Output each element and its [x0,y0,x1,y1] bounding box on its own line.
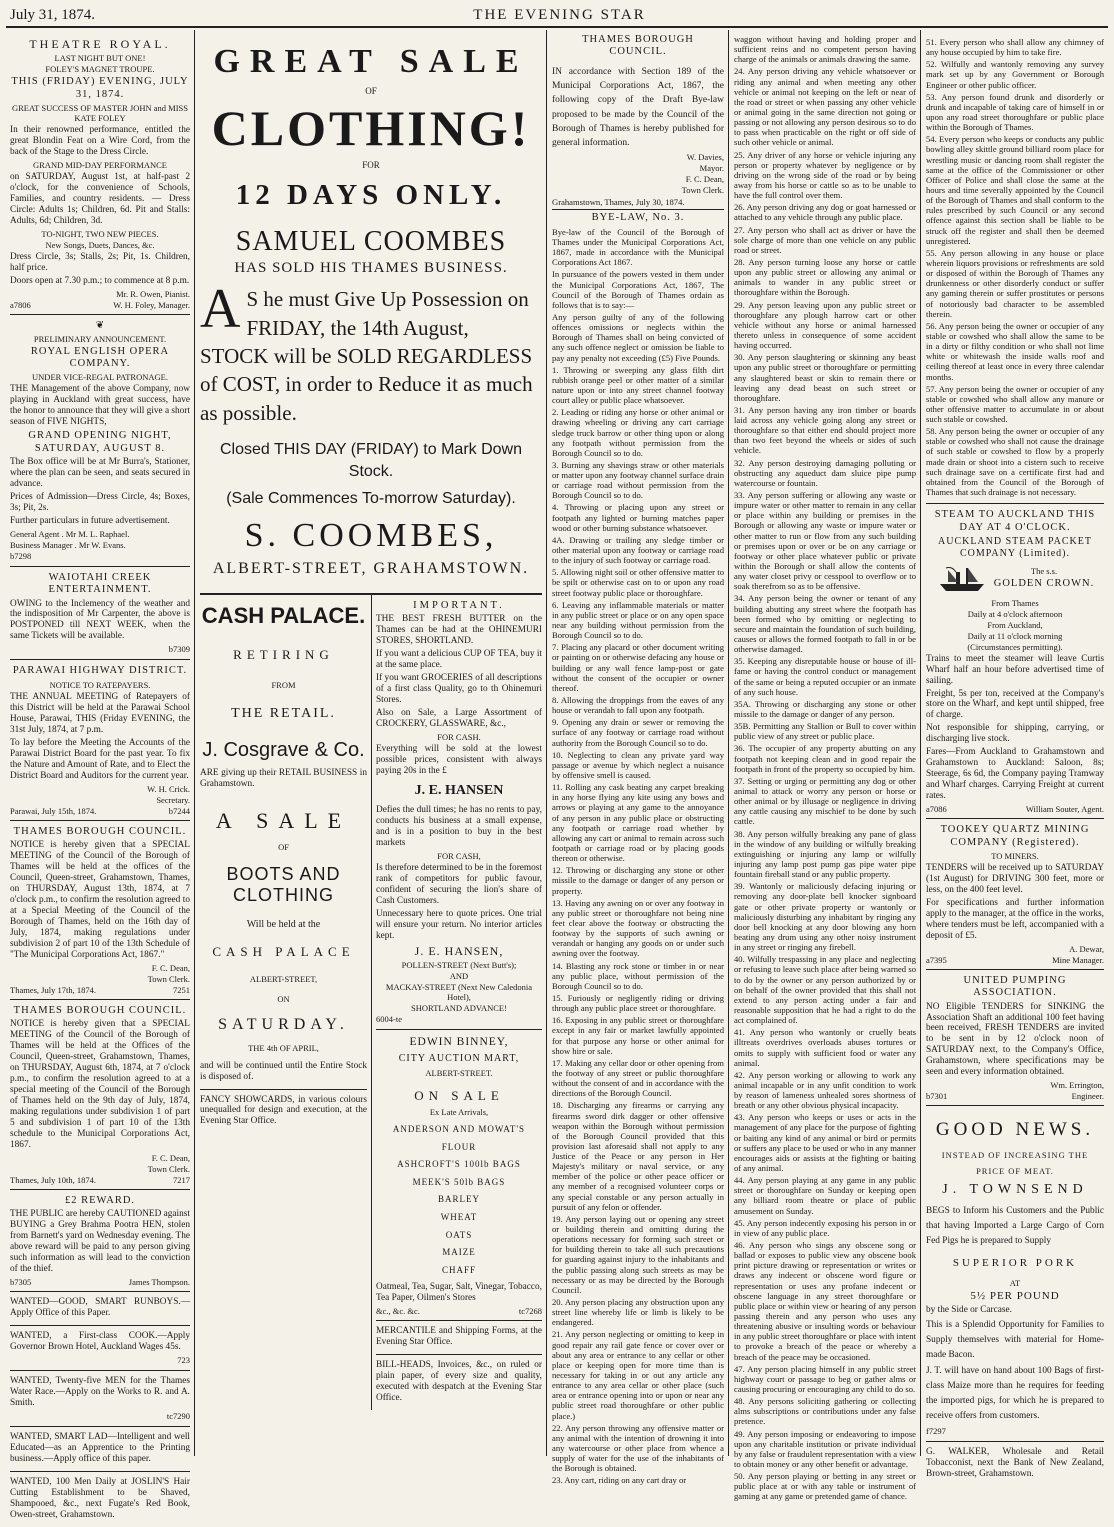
ad-text: J. T. will have on hand about 100 Bags of first-class Maize more than he requires for feeding the imported pigs, for which he is prepared to receive offers from customers. [926,1366,1104,1422]
ad-text: NOTICE is hereby given that a SPECIAL MEETING of the Council of the Borough of Thames will be held at the offices of the Council, Queen-street, Grahamstown, Thames, on THURSDAY, August 13th, 1874, at 7 o'clock p.m., to confirm the resolution agreed to at a Special Meeting of the Council of the Borough of Thames, held on the 16th day of July, 1874, making regulations under subdivision 2 of part 10 of the 13th Schedule of "The Municipal Corporations Act, 1867." [10,839,190,960]
right-subcolumn [372,595,542,1410]
ad-ref: a7086 [926,804,947,815]
bylaw-clause: 47. Any person placing himself in any public street highway court or passage to beg or gather alms or causing procuring or encouraging any child to do so. [734,1363,916,1394]
bylaw-clause: 57. Any person being the owner or occupier of any stable or cowshed who shall allow any manure or other offensive matter to accumulate in or about such stable or cowshed. [926,383,1104,425]
signature: W. H. Crick. [147,783,190,794]
ad-title: STEAM TO AUCKLAND THIS DAY AT 4 O'CLOCK. [934,509,1096,533]
bylaw-clause: 38. Any person wilfully breaking any pane of glass in the window of any building or wilfully breaking extinguishing or injuring any lamp or wilfully injuring any lamp post pump gas pipe water pipe fountain fireball stand or any public property. [734,828,916,880]
sale-body [200,278,542,427]
theatre-royal-ad [10,32,190,315]
steam-ad [926,504,1104,819]
cash-asale: A SALE [215,808,352,834]
ad-line: From Auckland, [987,619,1043,630]
cash-title: CASH PALACE. [201,602,366,628]
ad-text: In their renowned performance, entitled the great Blondin Feat on a Wire Cord, from the back of the Stage to the Dress Circle. [10,124,190,157]
ad-text: MERCANTILE and Shipping Forms, at the Evening Star Office. [376,1326,542,1348]
bylaw-text: Any person guilty of any of the following offences omissions or neglects within the Borough of Thames shall on being convicted of any such offence neglect or omission be liable to pay any penalty not exceeding (£5) Five Pounds. [552,311,724,363]
ad-text: If you want GROCERIES of all descriptions of a first class Quality, go to th Ohinemuri Stores. [376,672,542,705]
bylaw-clause: 18. Discharging any firearms or carrying any firearms sword dirk dagger or other offensive weapon within the Borough without permission of the Borough Council provided that this provision last aforesaid shall not apply to any Justice of the Peace or any person in Her Majesty's military or naval service, or any member of the police or other peace officer or any member of a recognised volunteer corps or any special constable or any person actually in pursuit of any felon or offender. [552,1100,724,1212]
bylaw-clause: 19. Any person laying out or opening any street or building therein and omitting during the operations necessary for forming such street or for building therein to take all such precautions for guarding against injury to the inhabitants and the public passing along such streets as may be necessary or as may be directed by the Borough Council. [552,1213,724,1295]
signature: W. H. Foley, Manager. [113,299,190,310]
signature: General Agent . Mr M. L. Raphael. [10,528,130,539]
opera-ad [10,315,190,567]
ad-title: PARAWAI HIGHWAY DISTRICT. [12,665,188,677]
ad-text: by the Side or Carcase. [926,1304,1012,1315]
goods-item: WHEAT [440,1211,478,1222]
signature: Town Clerk. [147,973,190,984]
ad-line: GREAT SUCCESS OF MASTER JOHN and MISS KATE FOLEY [11,102,189,123]
cash-retail: THE RETAIL. [231,706,336,722]
ad-ref: tc7268 [518,1306,542,1317]
bylaw-clause: 58. Any person being the owner or occupier of any stable or cowshed who shall not cause the drainage of such stable or cowshed to flow by a properly made drain or shoot into a cistern such to receive such drainage save on a certificate first had and obtained from the Council of the Borough of Thames that such drainage is not necessary. [926,426,1104,498]
cash-retiring: RETIRING [233,646,334,662]
billheads-ad [376,1355,542,1410]
bylaw-clause: 2. Leading or riding any horse or other animal or drawing wheeling or driving any cart carriage sledge truck barrow or other thing upon or along any footpath without permission from the Borough Council so to do. [552,407,724,458]
ad-text: This is a Splendid Opportunity for Families to Supply themselves with material for Home-made Bacon. [926,1319,1104,1360]
signature: James Thompson. [128,1276,190,1287]
bylaw-clause: 42. Any person working or allowing to work any animal incapable or in any unfit condition to work by reason of lameness unhealed sores shortness of breath or any other obvious physical incapacity. [734,1069,916,1111]
signature: Mine Manager. [1052,954,1104,965]
sale-text: S he must Give Up Possession on FRIDAY, the 14th August, STOCK will be SOLD REGARDLESS of COST, in order to Reduce it as much as possible. [200,287,533,425]
column-1 [6,32,194,1520]
thames-notice-2 [10,1000,190,1190]
bylaw-clause: 52. Wilfully and wantonly removing any survey mark set up by any Government or Borough Engineer or other public officer. [926,59,1104,90]
ad-text: Defies the dull times; he has no rents to pay, conducts his business at a small expense, and is in a position to buy in the best markets [376,805,542,849]
ad-title: WAIOTAHI CREEK ENTERTAINMENT. [48,571,152,596]
signature: Mayor. [699,163,724,174]
ad-text: Everything will be sold at the lowest possible prices, consistent with always paying 20s in the £ [376,743,542,776]
bylaw-title: THAMES BOROUGH COUNCIL. [582,34,694,58]
ad-text: For specifications and further information apply to the manager, at the office in the works, where tenders must be left, accompanied with a deposit of £5. [926,897,1104,941]
sale-address: ALBERT-STREET, GRAHAMSTOWN. [212,559,530,577]
ad-line: TO-NIGHT, TWO NEW PIECES. [41,228,159,239]
waiotahi-ad [10,567,190,661]
ad-text: WANTED—GOOD, SMART RUNBOYS.—Apply Office of this Paper. [10,1296,190,1318]
ad-date: Thames, July 17th, 1874. [10,984,96,995]
ad-ref: a7395 [926,954,947,965]
bylaw-clause: 4A. Drawing or trailing any sledge timber or other material upon any footway or carriage road to the injury of such footway or carriage road. [552,534,724,566]
ad-line: Daily at 11 o'clock morning [967,630,1063,641]
important-ad [376,595,542,1030]
ship-row [926,564,1104,594]
ad-line: SHORTLAND ADVANCE! [411,1003,507,1014]
ad-text: on SATURDAY, August 1st, at half-past 2 o'clock, for the convenience of Schools, Families, and country residents. — Dress Circle: Adults 1s; Children, 6d. Pit and Stalls: Adults, 6d; Children, 3d. [10,171,190,226]
goods-item: ANDERSON AND MOWAT'S [392,1123,526,1134]
ad-text: Unnecessary here to quote prices. One trial will ensure your return. No interior articles kept. [376,909,542,941]
bylaw-clause: waggon without having and holding proper and sufficient reins and no competent person having charge of the animals or animals drawing the same. [734,34,916,65]
bylaw-clause: 56. Any person being the owner or occupier of any stable or cowshed who shall allow the same to be in a dirty or filthy condition or who shall not lime white or whitewash the inside walls roof and ceiling thereof at least once in every three calendar months. [926,320,1104,382]
cash-palace: CASH PALACE [212,944,355,960]
ad-ref: 723 [177,1354,190,1365]
ad-text: Fares—From Auckland to Grahamstown and Grahamstown to Auckland: Saloon, 8s; Steerage, 6s 6d, the Company paying Tramway and Wharf charges. Carrying Freight at current rates. [926,747,1104,802]
bylaw-clause: 50. Any person playing or betting in any street or public place at or with any table or instrument of gaming at any game or pretended game of chance. [734,1471,916,1502]
masthead-date: July 31, 1874. [10,7,96,23]
cash-boots: BOOTS AND CLOTHING [226,864,341,906]
ad-date: Parawai, July 15th, 1874. [10,805,97,816]
bylaw-clause: 16. Exposing in any public street or thoroughfare except in any fair or market lawfully appointed for that purpose any horse or other animal for show hire or sale. [552,1015,724,1056]
tookey-ad [926,819,1104,970]
column-2 [196,32,546,1456]
ad-ref: b7244 [168,805,190,816]
goods-item: MEEK'S 50lb BAGS [412,1176,506,1187]
goods-item: ASHCROFT'S 100lb BAGS [397,1159,521,1170]
bylaw-clause: 13. Having any awning on or over any footway in any public street or thoroughfare not being nine feet clear above the footway or obstructing the footway by the supports of such awning or verandah or hanging any goods on or under such awning over the footway. [552,897,724,959]
ad-line: POLLEN-STREET (Next Butt's); [401,960,517,971]
ad-text: WANTED, Twenty-five MEN for the Thames Water Race.—Apply on the Works to R. and A. Smith. [10,1375,190,1408]
goods-item: MAIZE [442,1247,476,1258]
reward-ad [10,1190,190,1292]
ad-text: THE PUBLIC are hereby CAUTIONED against BUYING a Grey Brahma Pootra HEN, stolen from Barnett's yard on Wednesday evening. The above reward will be paid to any person giving such information as will lead to the conviction of the thief. [10,1209,190,1274]
bylaw-clause: 45. Any person indecently exposing his person in or in view of any public place. [734,1217,916,1238]
bylaw-clause: 5. Allowing night soil or other offensive matter to be spilt or otherwise cast on to or upon any road street footway public place or thoroughfare. [552,567,724,598]
auction-onsale: ON SALE [414,1087,504,1103]
sale-for: FOR [362,159,380,170]
ad-text: NO Eligible TENDERS for SINKING the Association Shaft an additional 100 feet having been received, FRESH TENDERS are invited to be sent in by 12 o'clock noon of SATURDAY next, to the Company's Office, Grahamstown, where specifications may be seen and every information obtained. [926,1001,1104,1078]
bylaw-clause: 7. Placing any placard or other document writing or painting on or otherwise defacing any house or building or any wall fence lamp-post or gate without the consent of the occupier or owner thereof. [552,642,724,693]
wanted-ad [10,1292,190,1326]
masthead-title: THE EVENING STAR [473,7,646,23]
pork-price: 5½ PER POUND [970,1289,1060,1302]
ad-ref: f7297 [926,1425,946,1436]
bylaw-clause: 53. Any person found drunk and disorderly or drunk and incapable of taking care of himself in or upon any road street thoroughfare or public place within the Borough of Thames. [926,91,1104,133]
bylaw-clause: 35A. Throwing or discharging any stone or other missile to the damage or danger of any person. [734,698,916,719]
cash-april: THE 4th OF APRIL, [248,1042,319,1053]
signature: Town Clerk. [147,1163,190,1174]
ad-text: Freight, 5s per ton, received at the Company's store on the Wharf, and kept until shipped, free of charge. [926,688,1104,721]
bylaw-clause: 27. Any person who shall act as driver or have the sole charge of more than one vehicle on any public road or street. [734,224,916,255]
drop-cap: A [200,278,241,341]
binney-ad [376,1030,542,1321]
bylaw-clause: 24. Any person driving any vehicle whatsoever or riding any animal and when meeting any other vehicle or animal not keeping on the left or near of the road or street or when passing any other vehicle or animal going in the same direction not going or passing or not allowing any person desirous so to do to pass when practicable on the right or off side of such other vehicle or animal. [734,66,916,148]
ad-line: Daily at 4 o'clock afternoon [967,608,1063,619]
bylaw-clause: 40. Wilfully trespassing in any place and neglecting or refusing to leave such place after being warned so to do by the owner or any person authorized by or on behalf of the owner provided that this shall not extend to any person acting under a fair and reasonable supposition that he had a right to do the act complained of. [734,954,916,1026]
wanted-ad [10,1326,190,1371]
bylaw-clause: 30. Any person slaughtering or skinning any beast upon any public street or thoroughfare or permitting any slaughtered beast or skin to remain there or leaving any dead beast on such street or thoroughfare. [734,352,916,403]
good-news-title: GOOD NEWS. [935,1119,1095,1141]
ad-line: PRICE OF MEAT. [976,1165,1054,1176]
bylaw-clause: 29. Any person leaving upon any public street or thoroughfare any plough harrow cart or other vehicle without any horse or animal harnessed thereto unless in consequence of some accident having occurred. [734,299,916,351]
signature: Mr. R. Owen, Pianist. [116,288,190,299]
signature: William Souter, Agent. [1025,804,1104,815]
signature: W. Davies, [686,152,724,163]
ad-ref: tc7290 [166,1410,190,1421]
bylaw-continued [926,32,1104,504]
bylaw-clause: 43. Any person who keeps or uses or acts in the management of any place for the purpose of fighting or baiting any kind of any animal or bird or permits or suffers any place to be used or who in any manner encourages aids or assists at the fighting or baiting of any animal. [734,1112,916,1174]
bylaw-text: Bye-law of the Council of the Borough of Thames under the Municipal Corporations Act, 1867, made in accordance with the Municipal Corporations Act 1867. [552,226,724,268]
ad-ref: b7298 [10,550,32,561]
ad-title: THAMES BOROUGH COUNCIL. [13,1004,187,1016]
ad-text: THE BEST FRESH BUTTER on the Thames can be had at the OHINEMURI STORES, SHORTLAND. [376,614,542,647]
bylaw-clause: 48. Any persons soliciting gathering or collecting alms subscriptions or contributions under any false pretence. [734,1396,916,1427]
mercantile-ad [376,1321,542,1355]
bylaw-clause: 3. Burning any shavings straw or other materials or matter upon any footway channel surface drain or carriage road without permission from the Borough Council so to do. [552,459,724,501]
bylaw-clause: 23. Any cart, riding on any cart dray or [552,1475,687,1486]
ornament-icon: ❦ [95,319,105,331]
cash-street: ALBERT-STREET, [249,973,318,984]
column-4 [730,32,920,1502]
cash-palace-ad [200,595,372,1410]
goods-item: Oatmeal, Tea, Sugar, Salt, Vinegar, Tobacco, Tea Paper, Oilmen's Stores [376,1282,542,1304]
bylaw-clause: 35B. Permitting any Stallion or Bull to cover within public view of any street or public place. [734,721,916,742]
ad-ref: a7806 [10,299,31,310]
bylaw-clause: 9. Opening any drain or sewer or removing the surface of any footway or carriage road without authority from the Borough Council so to do. [552,717,724,748]
ad-line: THIS (FRIDAY) EVENING, JULY 31, 1874. [11,76,189,100]
ad-text: G. WALKER, Wholesale and Retail Tobacconist, next the Bank of New Zealand, Brown-street, Grahamstown. [926,1447,1104,1479]
bylaw-clause: 33. Any person suffering or allowing any waste or impure water or other matter to remain in any cellar or place within any building or premises in the Borough or allowing any waste or impure water or other matter to run or flow from any such building or premises upon or over or be on any carriage or footway or other place whatever public or private within the Borough or shall allow the contents of any water closet privy or cesspool to overflow or to soak therefrom so as to be offensive. [734,490,916,592]
bylaw-clause: 46. Any person who sings any obscene song or ballad or exposes to public view any obscene book print picture drawing or representation or writes or draws any indecent or obscene word figure or representation or uses any profane indecent or obscene language in any street thoroughfare or public place or within view or hearing of any person passing therein and any person who uses any threatening abusive or insulting words or behaviour in any public street thoroughfare or place with intent to provoke a breach of the peace or whereby a breach of the peace may be occasioned. [734,1240,916,1362]
bylaw-clause: 6. Leaving any inflammable materials or matter in any public street or place or on any open space near any building without permission from the Borough Council so to do. [552,599,724,641]
ad-title: AUCKLAND STEAM PACKET COMPANY (Limited). [938,535,1092,559]
bylaw-clause: 25. Any driver of any horse or vehicle injuring any person or property whatever by negligence or by driving on the wrong side of the road or by being away from his horse or cattle so as to be unable to have the full control over them. [734,149,916,201]
sale-headline: GREAT SALE [213,43,529,80]
bylaw-clause: 39. Wantonly or maliciously defacing injuring or removing any door-plate bell knocker signboard gate or other private property or wantonly or maliciously disturbing any inhabitant by ringing any door bell knocking at any door blowing any horn beating any drum using any other noisy instrument in any street or ringing any firebell. [734,881,916,953]
column-5 [922,32,1108,1479]
signature: Wm. Errington, [1050,1080,1104,1091]
cash-of: OF [278,842,289,853]
goods-item: FLOUR [441,1141,477,1152]
steamship-icon [936,564,988,594]
parawai-ad [10,660,190,820]
auction-ex: Ex Late Arrivals, [429,1106,489,1117]
bylaw-clause: 10. Neglecting to clean any private yard way passage or avenue by which neglect a nuisance by offensive smell is caused. [552,749,724,780]
auction-mart: CITY AUCTION MART, [398,1052,520,1064]
ad-line: AND [449,971,469,982]
bylaw-clause: 51. Every person who shall allow any chimney of any house occupied by him to take fire. [926,37,1104,58]
ship-name: GOLDEN CROWN. [993,577,1095,589]
ad-title: THAMES BOROUGH COUNCIL. [13,825,187,837]
hansen-name: J. E. HANSEN [414,782,504,798]
ad-text: TENDERS will be received up to SATURDAY (1st August) for DRIVING 300 feet, more or less, on the 400 feet level. [926,862,1104,895]
bylaw-date: Grahamstown, Thames, July 30, 1874. [552,197,685,208]
ship-prefix: The s.s. [1030,565,1058,576]
bylaw-clause: 31. Any person having any iron timber or boards laid across any vehicle going along any street or thoroughfare so that either end should project more than two feet beyond the wheels or sides of such vehicle. [734,404,916,456]
bylaw-clause: 44. Any person playing at any game in any public street or thoroughfare on Sunday or keeping open any billiard room theatre or place of public amusement on Sunday. [734,1175,916,1216]
cash-from: FROM [271,680,296,691]
signature: Town Clerk. [681,185,724,196]
lower-section [200,594,542,1410]
goods-item: CHAFF [441,1264,476,1275]
goods-item: BARLEY [438,1194,480,1205]
ad-text: The Box office will be at Mr Burra's, Stationer, where the plan can be seen, and seats secured in advance. [10,456,190,489]
sale-clothing: CLOTHING! [211,99,531,156]
thames-notice-1 [10,821,190,1000]
masthead [6,4,1108,28]
ad-title: TOOKEY QUARTZ MINING COMPANY (Registered). [940,824,1090,848]
auction-name: EDWIN BINNEY, [409,1036,509,1049]
ad-title: THEATRE ROYAL. [29,37,171,51]
ad-text: To lay before the Meeting the Accounts of the Parawai District Board for the past year. To fix the Nature and Amount of Rate, and to Elect the District Board and Auditors for the current year. [10,737,190,781]
fancy-showcards-ad: FANCY SHOWCARDS, in various colours unequalled for design and execution, at the Evening Star Office. [200,1094,367,1127]
signature: Engineer. [1071,1091,1104,1102]
ad-title: IMPORTANT. [413,599,505,611]
goods-item: &c., &c. &c. [376,1306,420,1317]
bylaw-clause: 55. Any person allowing in any house or place wherein liquors provisions or refreshments are sold or disposed of within the Borough of Thames any drunkenness or other disorderly conduct or suffer any gaming therein or suffer prostitutes or persons of notoriously bad character to be assembled therein. [926,247,1104,319]
bylaw-clause: 12. Throwing or discharging any stone or other missile to the damage or danger of any person or property. [552,865,724,896]
wanted-ad [10,1472,190,1527]
sale-days: 12 DAYS ONLY. [235,179,507,212]
ad-line: (Circumstances permitting). [967,641,1063,652]
ad-text: ARE giving up their RETAIL BUSINESS in Grahamstown. [200,768,367,790]
ad-line: New Songs, Duets, Dances, &c. [45,239,155,250]
townsend-name: J. TOWNSEND [942,1181,1088,1197]
bylaw-clause: 22. Any person throwing any offensive matter or any animal with the intention of drowning it into any watercourse or other place from whence a supply of water for the use of the inhabitants of the Borough is obtained. [552,1422,724,1474]
signature: F. C. Dean, [685,174,724,185]
hansen-name: J. E. HANSEN, [414,943,504,958]
cash-firm: J. Cosgrave & Co. [202,738,365,761]
ad-line: GRAND OPENING NIGHT, SATURDAY, AUGUST 8. [28,430,172,454]
wanted-ad [10,1427,190,1472]
ad-text: Is therefore determined to be in the foremost rank of competitors for public favour, confident of securing the lion's share of Cash Customers. [376,863,542,907]
ad-ref: 6004-te [376,1014,402,1025]
bylaw-number: BYE-LAW, No. 3. [552,209,724,224]
ad-title: ROYAL ENGLISH OPERA COMPANY. [30,345,170,369]
bylaw-clause: 14. Blasting any rock stone or timber in or near any public place, without permission of the Borough Council so to do. [552,960,724,991]
bylaw-clause: 20. Any person placing any obstruction upon any street line whereby life or limb is likely to be endangered. [552,1297,724,1328]
ad-ref: b7309 [168,644,190,655]
auction-street: ALBERT-STREET. [425,1067,493,1078]
ad-text: OWING to the Inclemency of the weather and the indisposition of Mr Carpenter, the above is POSTPONED till NEXT WEEK, when the same Tickets will be available. [10,598,190,642]
walker-ad [926,1442,1104,1486]
ad-line: INSTEAD OF INCREASING THE [941,1149,1089,1160]
ad-text: Further particulars in future advertisement. [10,515,170,526]
clothing-sale-ad [200,42,542,594]
ad-line: From Thames [991,597,1039,608]
sale-sold: HAS SOLD HIS THAMES BUSINESS. [234,259,508,276]
bylaw-clause: 41. Any person who wantonly or cruelly beats illtreats overdrives overloads abuses tortures or omits to supply with sufficient food or water any animal. [734,1027,916,1068]
ad-text: WANTED, SMART LAD—Intelligent and well Educated—as an Apprentice to the Printing business.—Apply office of this paper. [10,1431,190,1464]
signature: F. C. Dean, [151,962,190,973]
ad-line: LAST NIGHT BUT ONE! [54,53,146,64]
ad-text: WANTED, a First-class COOK.—Apply Governor Brown Hotel, Auckland Wages 45s. [10,1330,190,1352]
bylaw-clause: 17. Making any cellar door or other opening from the footway of any street or public thoroughfare without the consent of and in accordance with the directions of the Borough Council. [552,1057,724,1099]
ad-ref: 7251 [173,984,190,995]
pumping-ad [926,970,1104,1107]
ad-text: WANTED, 100 Men Daily at JOSLIN'S Hair Cutting Establishment to be Shaved, Shampooed, &c., next Fugate's Red Book, Owen-street, Grahamstown. [10,1476,190,1520]
cash-saturday: SATURDAY. [218,1015,349,1033]
ad-line: UNDER VICE-REGAL PATRONAGE. [32,372,168,383]
ad-text: and will be continued until the Entire Stock is disposed of. [200,1060,367,1082]
ad-text: THE ANNUAL MEETING of Ratepayers of this District will be held at the Parawai School House, Parawai, THIS (Friday EVENING, the 31st July, 1874, at 7 p.m. [10,691,190,735]
bylaw-clause: 1. Throwing or sweeping any glass filth dirt rubbish orange peel or other matter of a similar nature upon or into any street channel footway court alley or public place whatsoever. [552,364,724,406]
cash-on: ON [277,993,290,1004]
bylaw-clause: 37. Setting or urging or permitting any dog or other animal to attack or worry any person or horse or other animal or by illusage or negligence in driving any cattle causing any mischief to be done by such cattle. [734,775,916,827]
bylaw-clause: 21. Any person neglecting or omitting to keep in good repair any rail gate fence or cover over or about any area or entrance to any cellar or other place or keeping open for more time than is necessary for taking in or out any article any entrance to any area cellar or other place (such area or entrance opening into or upon or near any public street road thoroughfare or other public place.) [552,1329,724,1421]
bylaw-clause: 26. Any person driving any dog or goat harnessed or attached to any vehicle through any public place. [734,202,916,223]
ad-line: FOLEY'S MAGNET TROUPE. [45,64,155,75]
bylaw-clause: 28. Any person turning loose any horse or cattle upon any public street or allowing any animal or animals to wander in any public street or thoroughfare within the Borough. [734,256,916,298]
ad-ref: 7217 [173,1174,190,1185]
signature: Secretary. [156,794,190,805]
bylaw-clause: 32. Any person destroying damaging polluting or obstructing any aqueduct dam sluice pipe pump watercourse or fountain. [734,457,916,488]
ad-ref: b7301 [926,1091,948,1102]
ad-text: Trains to meet the steamer will leave Curtis Wharf half an hour before advertised time of sailing. [926,653,1104,686]
bylaw-intro: IN accordance with Section 189 of the Municipal Corporations Act, 1867, the following copy of the Draft Bye-law proposed to be made by the Council of the Borough of Thames is hereby published for general information. [552,66,724,148]
sale-signature: S. COOMBES, [244,516,498,554]
wanted-ad [10,1371,190,1427]
bylaw-text: In pursuance of the powers vested in them under the Municipal Corporations Act, 1867, The Council of the Borough of Thames ordain as follows that is to say:— [552,269,724,310]
signature: F. C. Dean, [151,1152,190,1163]
ad-line: AT [1009,1277,1021,1288]
bylaw-clause: 54. Every person who keeps or conducts any public bowling alley skittle ground billiard room place for wrestling music or dancing room shall register the same at the office of the Commissioner or other Officer of Police and shall close the same at the hours and time severally appointed by the Council of the Borough of Thames and shall conform to the rules prescribed by such Council or any second offence against this section shall be liable to be struck off the register and shall then be deemed unregistered. [926,134,1104,246]
ad-ref: b7305 [10,1276,32,1287]
ad-text: THE Management of the above Company, now playing in Auckland with great success, have the honor to announce that they will give a short season of FIVE NIGHTS, [10,384,190,428]
bylaw-clause: 4. Throwing or placing upon any street or footpath any lighted or burning matches paper wood or other burning substance whatsoever. [552,502,724,533]
sale-closed: Closed THIS DAY (FRIDAY) to Mark Down Stock. [220,440,522,480]
ad-date: Thames, July 10th, 1874. [10,1174,96,1185]
ad-title: £2 REWARD. [64,1194,136,1206]
column-3 [548,32,728,1486]
cash-held: Will be held at the [246,918,321,930]
bylaw-clause: 34. Any person being the owner or tenant of any building abutting any street where the footpath has been formed who by omitting or neglecting to secure and maintain the foundation of such building, causes or allows the formed footpath to fall in or be otherwise damaged. [734,593,916,655]
ad-text: Doors open at 7.30 p.m.; to commence at 8 p.m. [10,275,190,286]
ad-text: Prices of Admission—Dress Circle, 4s; Boxes, 3s; Pit, 2s. [10,491,190,513]
ad-line: NOTICE TO RATEPAYERS. [49,679,151,690]
ad-text: If you want a delicious CUP OF TEA, buy it at the same place. [376,649,542,670]
bylaw-clause: 36. The occupier of any property abutting on any footpath not keeping clean and in good repair the footpath in front of the property so occupied by him. [734,743,916,774]
ad-text: Not responsible for shipping, carrying, or discharging live stock. [926,723,1104,745]
sale-of: OF [365,86,377,97]
ad-line: FOR CASH. [437,731,481,742]
ad-line: PRELIMINARY ANNOUNCEMENT. [33,333,167,344]
ad-title: UNITED PUMPING ASSOCIATION. [963,974,1067,999]
bylaw-clause: 15. Furiously or negligently riding or driving through any public place street or thoroughfare. [552,992,724,1014]
ad-text: NOTICE is hereby given that a SPECIAL MEETING of the Council of the Borough of Thames will be held at the Offices of the Council, Queen-street, Grahamstown, Thames, on THURSDAY, August 6th, 1874, at 7 o'clock p.m., to confirm the resolution agreed to at a special meeting of the Council of the Borough of Thames held on the 9th day of July, 1874, making regulations under subdivision 1 of part 5 and subdivision 1 of part 10 of the 13th schedule to the Municipal Corporations Act, 1867. [10,1019,190,1150]
sale-name: SAMUEL COOMBES [235,225,507,257]
ad-line: TO MINERS. [991,850,1039,861]
good-news-ad [926,1106,1104,1442]
signature: Business Manager . Mr W. Evans. [10,539,126,550]
bylaw-clause: 11. Rolling any cask beating any carpet breaking in any horse flying any kite using any bows and arrows or playing at any game to the annoyance of any person in any public place or obstructing any footpath or carriage road whether by allowing any cart or animal to remain across such footpath or carriage road or by placing goods thereon or otherwise. [552,782,724,864]
ad-text: Dress Circle, 3s; Stalls, 2s; Pit, 1s. Children, half price. [10,251,190,273]
signature: A. Dewar, [1069,943,1104,954]
ad-line: FOR CASH, [437,851,481,862]
sale-commences: (Sale Commences To-morrow Saturday). [226,490,516,508]
bylaw-clause: 35. Keeping any disreputable house or house of ill-fame or having the control conduct or management of the same or being a reputed occupier or an inmate of any such house. [734,656,916,697]
bylaw-clause: 49. Any person imposing or endeavoring to impose upon any charitable institution or private individual by any false or fraudulent representation with a view to obtain money or any other benefit or advantage. [734,1428,916,1469]
ad-text: BILL-HEADS, Invoices, &c., on ruled or plain paper, of every size and quality, executed with despatch at the Evening Star Office. [376,1360,542,1404]
pork-line: SUPERIOR PORK [952,1256,1078,1269]
ad-line: MACKAY-STREET (Next New Caledonia Hotel), [385,982,533,1003]
ad-text: Also on Sale, a Large Assortment of CROCKERY, GLASSWARE, &c., [376,707,542,729]
ad-line: GRAND MID-DAY PERFORMANCE [33,159,167,170]
ad-text: BEGS to Inform his Customers and the Public that having Imported a Large Cargo of Corn Fed Pigs he is prepared to Supply [926,1206,1104,1247]
bylaw-clause: 8. Allowing the droppings from the eaves of any house or verandah to fall upon any footpath. [552,695,724,716]
goods-item: OATS [445,1229,473,1240]
